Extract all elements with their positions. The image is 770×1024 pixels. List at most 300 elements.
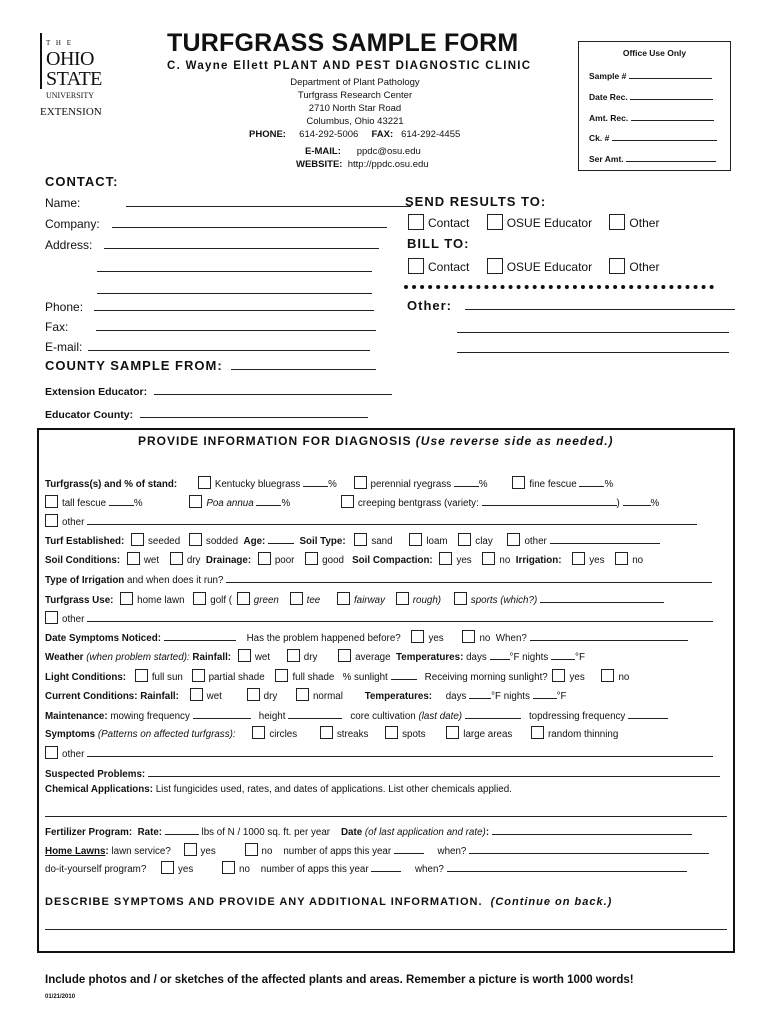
compaction-no-label: no bbox=[499, 555, 511, 566]
office-amt-label: Amt. Rec. bbox=[589, 113, 629, 123]
office-use-box bbox=[578, 41, 731, 171]
streaks-label: streaks bbox=[336, 729, 369, 740]
weather-days-label: days bbox=[466, 652, 487, 663]
research-center: Turfgrass Research Center bbox=[297, 90, 413, 101]
diy-when-field[interactable] bbox=[447, 860, 687, 872]
pct-sign: % bbox=[478, 479, 488, 490]
weather-note: (when problem started): bbox=[86, 652, 190, 663]
current-normal-checkbox[interactable] bbox=[296, 688, 309, 701]
fax-field[interactable] bbox=[96, 319, 376, 331]
weather-average-checkbox[interactable] bbox=[338, 649, 351, 662]
creeping-label: creeping bentgrass (variety: bbox=[357, 498, 479, 509]
morning-no-checkbox[interactable] bbox=[601, 669, 614, 682]
morning-yes-label: yes bbox=[569, 672, 585, 683]
creeping-checkbox[interactable] bbox=[341, 495, 354, 508]
current-temps-label: Temperatures: bbox=[364, 691, 433, 702]
age-label: Age: bbox=[243, 536, 266, 547]
random-thinning-checkbox[interactable] bbox=[531, 726, 544, 739]
rate-units: lbs of N / 1000 sq. ft. per year bbox=[201, 827, 331, 838]
when-label: When? bbox=[495, 633, 527, 644]
company-field[interactable] bbox=[112, 216, 387, 228]
phone-label: PHONE: bbox=[249, 129, 286, 140]
compaction-yes-label: yes bbox=[456, 555, 472, 566]
send-other-checkbox[interactable] bbox=[609, 214, 625, 230]
current-conditions-row bbox=[45, 687, 567, 702]
address-field-1[interactable] bbox=[104, 237, 379, 249]
diy-apps-label: number of apps this year bbox=[260, 864, 369, 875]
irrigation-yes-label: yes bbox=[589, 555, 605, 566]
chemical-line bbox=[45, 804, 727, 822]
sports-checkbox[interactable] bbox=[454, 592, 467, 605]
office-sample-label: Sample # bbox=[589, 71, 627, 81]
current-label: Current Conditions: bbox=[45, 691, 138, 702]
extension-educator-label: Extension Educator: bbox=[45, 386, 148, 398]
use-other-checkbox[interactable] bbox=[45, 611, 58, 624]
osu-extension-logo bbox=[40, 33, 108, 119]
bill-contact-checkbox[interactable] bbox=[408, 258, 424, 274]
educator-county-label: Educator County: bbox=[45, 409, 134, 421]
date-noticed-field[interactable] bbox=[164, 629, 236, 641]
green-checkbox[interactable] bbox=[237, 592, 250, 605]
loam-checkbox[interactable] bbox=[409, 533, 422, 546]
fax-row bbox=[45, 319, 376, 334]
loam-label: loam bbox=[426, 536, 448, 547]
lawn-service-yes-checkbox[interactable] bbox=[184, 843, 197, 856]
office-ck-label: Ck. # bbox=[589, 133, 610, 143]
full-sun-checkbox[interactable] bbox=[135, 669, 148, 682]
rainfall-label: Rainfall: bbox=[192, 652, 232, 663]
educator-county-row bbox=[45, 406, 368, 421]
maintenance-row bbox=[45, 707, 668, 722]
partial-shade-checkbox[interactable] bbox=[192, 669, 205, 682]
office-sample-row bbox=[589, 70, 724, 81]
website-label: WEBSITE: bbox=[296, 159, 343, 170]
lawn-service-apps-field[interactable] bbox=[394, 842, 424, 854]
office-sample-field[interactable] bbox=[629, 70, 712, 79]
county-row bbox=[45, 358, 376, 373]
current-dry-checkbox[interactable] bbox=[247, 688, 260, 701]
clinic-fax: 614-292-4455 bbox=[401, 129, 461, 140]
current-normal-label: normal bbox=[312, 691, 343, 702]
sodded-label: sodded bbox=[205, 536, 239, 547]
seeded-label: seeded bbox=[148, 536, 181, 547]
drainage-good-label: good bbox=[322, 555, 344, 566]
send-osue-checkbox[interactable] bbox=[487, 214, 503, 230]
use-other-row bbox=[37, 610, 713, 625]
weather-wet-checkbox[interactable] bbox=[238, 649, 251, 662]
use-other-field[interactable] bbox=[87, 610, 713, 622]
office-use-title: Office Use Only bbox=[622, 48, 687, 58]
stand-other-field[interactable] bbox=[87, 513, 697, 525]
address-line-3 bbox=[97, 281, 372, 299]
deg-f: °F bbox=[556, 691, 567, 702]
fine-fescue-pct-field[interactable] bbox=[579, 475, 604, 487]
clay-checkbox[interactable] bbox=[458, 533, 471, 546]
diagnosis-heading-note: (Use reverse side as needed.) bbox=[415, 434, 614, 448]
current-days-field[interactable] bbox=[469, 687, 491, 699]
fertilizer-row: Fertilizer Program: Rate: lbs of N / 1000 sq. ft. per year Date (of last application and rate): bbox=[45, 823, 692, 838]
fairway-checkbox[interactable] bbox=[337, 592, 350, 605]
name-label: Name: bbox=[45, 196, 81, 210]
lawn-service-when-field[interactable] bbox=[469, 842, 709, 854]
large-areas-label: large areas bbox=[463, 729, 513, 740]
age-field[interactable] bbox=[268, 532, 294, 544]
send-contact-checkbox[interactable] bbox=[408, 214, 424, 230]
contact-heading: CONTACT: bbox=[45, 174, 119, 189]
pct-sunlight-field[interactable] bbox=[391, 668, 417, 680]
phone-fax-line bbox=[249, 129, 460, 140]
phone-row bbox=[45, 299, 374, 314]
dotted-divider bbox=[404, 285, 714, 289]
core-label: core cultivation bbox=[350, 711, 416, 722]
rate-field[interactable] bbox=[165, 823, 199, 835]
other-line-3 bbox=[457, 340, 729, 358]
height-label: height bbox=[258, 711, 286, 722]
full-sun-label: full sun bbox=[151, 672, 183, 683]
sodded-checkbox[interactable] bbox=[189, 533, 202, 546]
turfgrass-use-row bbox=[45, 591, 664, 606]
educator-county-field[interactable] bbox=[140, 406, 368, 418]
fine-fescue-label: fine fescue bbox=[529, 479, 577, 490]
poa-checkbox[interactable] bbox=[189, 495, 202, 508]
golf-checkbox[interactable] bbox=[193, 592, 206, 605]
clay-label: clay bbox=[475, 536, 493, 547]
email-line bbox=[305, 146, 421, 157]
email-field[interactable] bbox=[88, 339, 370, 351]
kentucky-checkbox[interactable] bbox=[198, 476, 211, 489]
kentucky-label: Kentucky bluegrass bbox=[214, 479, 301, 490]
compaction-yes-checkbox[interactable] bbox=[439, 552, 452, 565]
morning-sun-label: Receiving morning sunlight? bbox=[424, 672, 548, 683]
pct-sign: % bbox=[133, 498, 143, 509]
soil-conditions-label: Soil Conditions: bbox=[45, 555, 121, 566]
home-lawn-checkbox[interactable] bbox=[120, 592, 133, 605]
happened-yes-label: yes bbox=[428, 633, 444, 644]
name-field[interactable] bbox=[126, 195, 411, 207]
sports-label: sports (which?) bbox=[470, 595, 538, 606]
logo-text: UNIVERSITY bbox=[46, 91, 94, 100]
stand-other-checkbox[interactable] bbox=[45, 514, 58, 527]
fert-date-field[interactable] bbox=[492, 823, 692, 835]
form-date: 01/21/2010 bbox=[45, 994, 76, 1000]
department: Department of Plant Pathology bbox=[290, 77, 420, 88]
rough-label: rough) bbox=[412, 595, 442, 606]
date-noticed-label: Date Symptoms Noticed: bbox=[45, 633, 161, 644]
fax-label: FAX: bbox=[371, 129, 394, 140]
bill-to-options bbox=[400, 258, 659, 274]
pct-sign: % bbox=[281, 498, 291, 509]
home-lawns-row: Home Lawns: lawn service? yes no number of apps this year when? bbox=[45, 842, 709, 857]
phone-label-contact: Phone: bbox=[45, 300, 84, 314]
drainage-good-checkbox[interactable] bbox=[305, 552, 318, 565]
pct-sign: % bbox=[328, 479, 337, 490]
poa-pct-field[interactable] bbox=[256, 494, 281, 506]
weather-dry-label: dry bbox=[303, 652, 318, 663]
green-label: green bbox=[253, 595, 279, 606]
logo-text: EXTENSION bbox=[40, 106, 102, 118]
light-label: Light Conditions: bbox=[45, 672, 127, 683]
deg-f: °F bbox=[575, 652, 585, 663]
lawn-service-when-label: when? bbox=[437, 846, 467, 857]
bill-other-label: Other bbox=[629, 260, 660, 274]
symptoms-other-label: other bbox=[62, 749, 85, 760]
company-row bbox=[45, 216, 387, 231]
irrigation-yes-checkbox[interactable] bbox=[572, 552, 585, 565]
symptoms-label: Symptoms bbox=[45, 729, 96, 740]
diy-label: do-it-yourself program? bbox=[45, 864, 147, 875]
fine-fescue-checkbox[interactable] bbox=[512, 476, 525, 489]
irrigation-type-row bbox=[45, 571, 712, 586]
irrigation-type-field[interactable] bbox=[226, 571, 712, 583]
clinic-website[interactable]: http://ppdc.osu.edu bbox=[347, 159, 429, 170]
happened-yes-checkbox[interactable] bbox=[411, 630, 424, 643]
current-nights-field[interactable] bbox=[533, 687, 557, 699]
tall-fescue-pct-field[interactable] bbox=[109, 494, 134, 506]
date-noticed-row bbox=[45, 629, 688, 644]
fertilizer-label: Fertilizer Program: bbox=[45, 827, 133, 838]
stand-row-3 bbox=[37, 513, 697, 528]
weather-wet-label: wet bbox=[254, 652, 271, 663]
symptoms-other-field[interactable] bbox=[87, 745, 713, 757]
stand-row-1 bbox=[45, 475, 613, 490]
tall-fescue-checkbox[interactable] bbox=[45, 495, 58, 508]
creeping-variety-field[interactable] bbox=[482, 494, 617, 506]
irrigation-no-label: no bbox=[632, 555, 644, 566]
website-line bbox=[296, 159, 429, 170]
tee-checkbox[interactable] bbox=[290, 592, 303, 605]
symptoms-other-checkbox[interactable] bbox=[45, 746, 58, 759]
mowing-label: mowing frequency bbox=[110, 711, 190, 722]
address-label: Address: bbox=[45, 238, 93, 252]
pct-sign: % bbox=[650, 498, 660, 509]
pct-sign: % bbox=[604, 479, 614, 490]
other-field-1[interactable] bbox=[465, 298, 735, 310]
send-results-options bbox=[400, 214, 659, 230]
bill-other-checkbox[interactable] bbox=[609, 258, 625, 274]
chemical-label: Chemical Applications: bbox=[45, 784, 153, 795]
circles-checkbox[interactable] bbox=[252, 726, 265, 739]
weather-average-label: average bbox=[355, 652, 391, 663]
symptoms-other-row bbox=[37, 745, 713, 760]
soil-wet-checkbox[interactable] bbox=[127, 552, 140, 565]
soil-conditions-row bbox=[45, 552, 643, 566]
diagnosis-heading: PROVIDE INFORMATION FOR DIAGNOSIS bbox=[138, 434, 412, 448]
other-field-2[interactable] bbox=[457, 321, 729, 333]
bill-osue-label: OSUE Educator bbox=[506, 260, 593, 274]
office-date-field[interactable] bbox=[630, 91, 713, 100]
weather-row bbox=[45, 648, 585, 663]
diy-yes-checkbox[interactable] bbox=[161, 861, 174, 874]
last-date-label: (last date) bbox=[418, 711, 463, 722]
office-amt-field[interactable] bbox=[631, 112, 714, 121]
home-lawns-label: Home Lawns bbox=[45, 846, 106, 857]
chemical-text: List fungicides used, rates, and dates of applications. List other chemicals applied. bbox=[155, 784, 512, 795]
logo-text: T H E bbox=[46, 39, 73, 47]
soil-dry-label: dry bbox=[186, 555, 201, 566]
extension-educator-row bbox=[45, 383, 392, 398]
diagnosis-heading-row bbox=[138, 434, 614, 448]
chemical-row bbox=[45, 784, 512, 795]
other-row bbox=[407, 298, 735, 313]
current-rainfall-label: Rainfall: bbox=[140, 691, 179, 702]
name-row bbox=[45, 195, 411, 210]
city-address: Columbus, Ohio 43221 bbox=[306, 116, 404, 127]
creeping-pct-field[interactable] bbox=[623, 494, 651, 506]
current-dry-label: dry bbox=[263, 691, 278, 702]
logo-rule bbox=[40, 33, 42, 89]
office-date-row bbox=[589, 91, 724, 102]
morning-yes-checkbox[interactable] bbox=[552, 669, 565, 682]
diy-row bbox=[45, 860, 687, 875]
full-shade-label: full shade bbox=[292, 672, 335, 683]
perennial-label: perennial ryegrass bbox=[370, 479, 452, 490]
describe-heading: DESCRIBE SYMPTOMS AND PROVIDE ANY ADDITIONAL INFORMATION. bbox=[45, 896, 483, 908]
clinic-email[interactable]: ppdc@osu.edu bbox=[356, 146, 421, 157]
other-line-2 bbox=[457, 320, 729, 338]
sports-field[interactable] bbox=[540, 591, 664, 603]
extension-educator-field[interactable] bbox=[154, 383, 392, 395]
soil-other-checkbox[interactable] bbox=[507, 533, 520, 546]
irrigation-no-checkbox[interactable] bbox=[615, 552, 628, 565]
fert-date-label: Date bbox=[340, 827, 363, 838]
county-field[interactable] bbox=[231, 358, 376, 370]
fert-date-note: (of last application and rate) bbox=[364, 827, 486, 838]
full-shade-checkbox[interactable] bbox=[275, 669, 288, 682]
logo-text: STATE bbox=[46, 68, 102, 90]
current-nights-label: °F nights bbox=[491, 691, 530, 702]
poa-label: Poa annua bbox=[206, 498, 254, 509]
symptoms-note: (Patterns on affected turfgrass): bbox=[97, 729, 236, 740]
mowing-field[interactable] bbox=[193, 707, 251, 719]
weather-label: Weather bbox=[45, 652, 84, 663]
company-label: Company: bbox=[45, 217, 100, 231]
soil-other-field[interactable] bbox=[550, 532, 660, 544]
diy-no-label: no bbox=[239, 864, 250, 875]
office-date-label: Date Rec. bbox=[589, 92, 628, 102]
irrigation-label: Irrigation: bbox=[515, 555, 562, 566]
perennial-pct-field[interactable] bbox=[454, 475, 479, 487]
chemical-field[interactable] bbox=[45, 805, 727, 817]
office-ser-field[interactable] bbox=[626, 153, 716, 162]
current-wet-label: wet bbox=[206, 691, 222, 702]
bill-contact-label: Contact bbox=[428, 260, 470, 274]
core-field[interactable] bbox=[465, 707, 521, 719]
send-results-heading: SEND RESULTS TO: bbox=[405, 194, 547, 209]
office-ser-label: Ser Amt. bbox=[589, 154, 624, 164]
weather-temps-label: Temperatures: bbox=[396, 652, 464, 663]
drainage-poor-label: poor bbox=[274, 555, 295, 566]
topdressing-field[interactable] bbox=[628, 707, 668, 719]
office-amt-row bbox=[589, 112, 724, 123]
drainage-label: Drainage: bbox=[205, 555, 252, 566]
email-row bbox=[45, 339, 370, 354]
describe-field[interactable] bbox=[45, 918, 727, 930]
office-ser-row bbox=[589, 153, 724, 164]
weather-nights-label: °F nights bbox=[509, 652, 549, 663]
other-field-3[interactable] bbox=[457, 341, 729, 353]
weather-days-field[interactable] bbox=[490, 648, 510, 660]
topdressing-label: topdressing frequency bbox=[528, 711, 626, 722]
use-label: Turfgrass Use: bbox=[45, 595, 114, 606]
clinic-phone: 614-292-5006 bbox=[299, 129, 359, 140]
address-field-3[interactable] bbox=[97, 282, 372, 294]
stand-other-label: other bbox=[62, 517, 85, 528]
soil-other-label: other bbox=[524, 536, 547, 547]
tee-label: tee bbox=[306, 595, 321, 606]
streaks-checkbox[interactable] bbox=[320, 726, 333, 739]
bill-to-heading: BILL TO: bbox=[407, 236, 470, 251]
phone-field[interactable] bbox=[94, 299, 374, 311]
turf-established-label: Turf Established: bbox=[45, 536, 125, 547]
diy-when-label: when? bbox=[414, 864, 444, 875]
lawn-service-yes-label: yes bbox=[200, 846, 216, 857]
happened-no-checkbox[interactable] bbox=[462, 630, 475, 643]
address-line-2 bbox=[97, 259, 372, 277]
describe-line bbox=[45, 917, 727, 935]
compaction-label: Soil Compaction: bbox=[352, 555, 433, 566]
other-label: Other: bbox=[407, 298, 452, 313]
irrigation-type-label: Type of Irrigation bbox=[45, 575, 125, 586]
soil-type-label: Soil Type: bbox=[299, 536, 346, 547]
stand-row-2: tall fescue % Poa annua % creeping bentgrass (variety: ) % bbox=[37, 494, 659, 509]
random-thinning-label: random thinning bbox=[548, 729, 619, 740]
bill-osue-checkbox[interactable] bbox=[487, 258, 503, 274]
kentucky-pct-field[interactable] bbox=[303, 475, 328, 487]
home-lawn-label: home lawn bbox=[137, 595, 185, 606]
send-contact-label: Contact bbox=[428, 216, 470, 230]
lawn-service-label: lawn service? bbox=[111, 846, 171, 857]
soil-dry-checkbox[interactable] bbox=[170, 552, 183, 565]
light-conditions-row bbox=[45, 668, 629, 683]
happened-before-label: Has the problem happened before? bbox=[246, 633, 401, 644]
suspected-field[interactable] bbox=[148, 765, 720, 777]
spots-checkbox[interactable] bbox=[385, 726, 398, 739]
logo-text: OHIO bbox=[46, 48, 94, 70]
morning-no-label: no bbox=[618, 672, 630, 683]
pct-sunlight-label: % sunlight bbox=[342, 672, 388, 683]
drainage-poor-checkbox[interactable] bbox=[258, 552, 271, 565]
fairway-label: fairway bbox=[353, 595, 385, 606]
seeded-checkbox[interactable] bbox=[131, 533, 144, 546]
large-areas-checkbox[interactable] bbox=[446, 726, 459, 739]
address-field-2[interactable] bbox=[97, 260, 372, 272]
diy-apps-field[interactable] bbox=[371, 860, 401, 872]
when-field[interactable] bbox=[530, 629, 688, 641]
diy-no-checkbox[interactable] bbox=[222, 861, 235, 874]
lawn-service-no-checkbox[interactable] bbox=[245, 843, 258, 856]
compaction-no-checkbox[interactable] bbox=[482, 552, 495, 565]
email-label: E-MAIL: bbox=[305, 146, 341, 157]
office-ck-field[interactable] bbox=[612, 132, 717, 141]
partial-shade-label: partial shade bbox=[208, 672, 265, 683]
perennial-checkbox[interactable] bbox=[354, 476, 367, 489]
street-address: 2710 North Star Road bbox=[308, 103, 402, 114]
height-field[interactable] bbox=[288, 707, 342, 719]
spots-label: spots bbox=[402, 729, 426, 740]
weather-nights-field[interactable] bbox=[551, 648, 575, 660]
soil-wet-label: wet bbox=[143, 555, 160, 566]
current-wet-checkbox[interactable] bbox=[190, 688, 203, 701]
diy-yes-label: yes bbox=[178, 864, 194, 875]
irrigation-type-rest: and when does it run? bbox=[127, 575, 224, 586]
lawn-service-apps-label: number of apps this year bbox=[283, 846, 392, 857]
maintenance-label: Maintenance: bbox=[45, 711, 108, 722]
rough-checkbox[interactable] bbox=[396, 592, 409, 605]
weather-dry-checkbox[interactable] bbox=[287, 649, 300, 662]
circles-label: circles bbox=[269, 729, 298, 740]
email-label-contact: E-mail: bbox=[45, 340, 83, 354]
sand-checkbox[interactable] bbox=[354, 533, 367, 546]
